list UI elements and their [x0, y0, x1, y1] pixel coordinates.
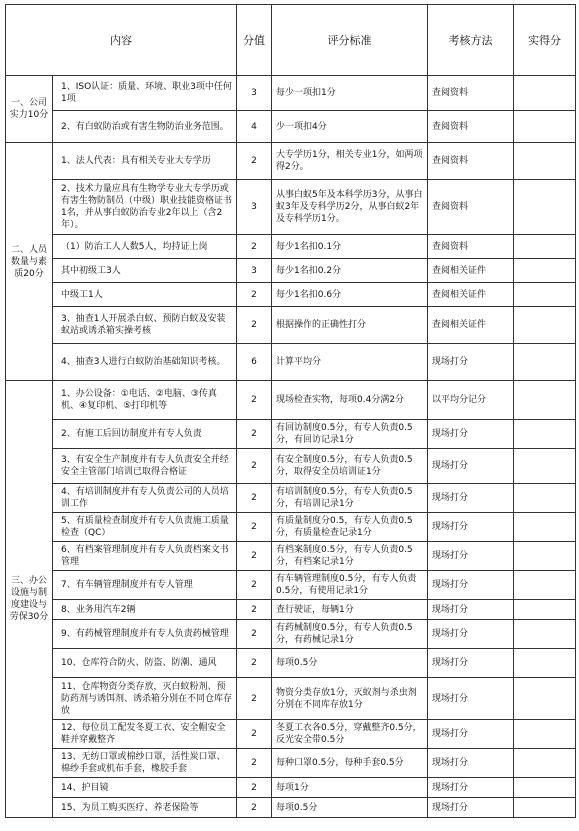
item-content: （1）防治工人人数5人，均持证上岗	[53, 235, 237, 259]
item-score: 2	[237, 649, 272, 678]
item-actual[interactable]	[514, 259, 576, 283]
header-content: 内容	[6, 5, 237, 76]
item-actual[interactable]	[514, 620, 576, 649]
item-standard: 冬夏工衣各0.5分，穿戴整齐0.5分，反光安全带0.5分	[272, 720, 428, 749]
item-actual[interactable]	[514, 571, 576, 600]
item-standard: 少一项扣4分	[272, 111, 428, 143]
header-standard: 评分标准	[272, 5, 428, 76]
item-score: 2	[237, 749, 272, 778]
item-actual[interactable]	[514, 798, 576, 818]
item-method: 现场打分	[428, 344, 514, 381]
table-row	[6, 283, 576, 307]
item-actual[interactable]	[514, 180, 576, 235]
item-method: 查阅资料	[428, 180, 514, 235]
item-score: 2	[237, 620, 272, 649]
item-score: 2	[237, 513, 272, 542]
item-standard: 每项1分	[272, 778, 428, 798]
item-method: 现场打分	[428, 600, 514, 620]
table-row	[6, 542, 576, 571]
item-method: 查阅资料	[428, 111, 514, 143]
item-content: 7、有车辆管理制度并有专人管理	[53, 571, 237, 600]
item-score: 3	[237, 76, 272, 111]
item-standard: 每项0.5分	[272, 798, 428, 818]
section-category: 一、公司实力10分	[6, 76, 53, 143]
item-method: 现场打分	[428, 513, 514, 542]
item-content: 4、抽查3人进行白蚁防治基础知识考核。	[53, 344, 237, 381]
item-score: 2	[237, 235, 272, 259]
item-score: 2	[237, 449, 272, 484]
table-row	[6, 111, 576, 143]
item-method: 现场打分	[428, 420, 514, 449]
item-score: 2	[237, 420, 272, 449]
item-actual[interactable]	[514, 678, 576, 720]
item-standard: 每项0.5分	[272, 649, 428, 678]
item-score: 2	[237, 678, 272, 720]
item-score: 2	[237, 143, 272, 180]
assessment-table	[5, 4, 576, 818]
item-method: 现场打分	[428, 720, 514, 749]
item-content: 6、有档案管理制度并有专人负责档案文书管理	[53, 542, 237, 571]
item-actual[interactable]	[514, 420, 576, 449]
item-content: 8、业务用汽车2辆	[53, 600, 237, 620]
item-standard: 有培训制度0.5分，有专人负责0.5分，有培训记录1分	[272, 484, 428, 513]
item-score: 3	[237, 259, 272, 283]
item-content: 4、有培训制度并有专人负责公司的人员培训工作	[53, 484, 237, 513]
item-standard: 有安全制度0.5分，有专人负责0.5分，取得安全员培训证1分	[272, 449, 428, 484]
item-content: 12、每位员工配发冬夏工衣、安全帽安全鞋并穿戴整齐	[53, 720, 237, 749]
item-content: 1、办公设备：①电话、②电脑、③传真机、④复印机、⑤打印机等	[53, 381, 237, 420]
item-content: 14、护目镜	[53, 778, 237, 798]
table-row	[6, 649, 576, 678]
item-actual[interactable]	[514, 111, 576, 143]
item-score: 2	[237, 484, 272, 513]
item-actual[interactable]	[514, 778, 576, 798]
item-standard: 现场检查实物，每项0.4分满2分	[272, 381, 428, 420]
table-row	[6, 381, 576, 420]
item-content: 13、无纺口罩或棉纱口罩，活性炭口罩、棉纱手套或机布手套，橡胶手套	[53, 749, 237, 778]
item-standard: 计算平均分	[272, 344, 428, 381]
item-method: 查阅资料	[428, 143, 514, 180]
item-actual[interactable]	[514, 513, 576, 542]
item-method: 现场打分	[428, 449, 514, 484]
item-standard: 物资分类存放1分，灭蚁剂与杀虫剂分别在不同库存放1分	[272, 678, 428, 720]
table-row	[6, 259, 576, 283]
item-content: 10、仓库符合防火、防盗、防潮、通风	[53, 649, 237, 678]
item-method: 现场打分	[428, 778, 514, 798]
item-content: 2、技术力量应具有生物学专业大专学历或有害生物防制员（中级）职业技能资格证书1名，并从事白蚁防治专业2年以上（含2年）。	[53, 180, 237, 235]
item-content: 中级工1人	[53, 283, 237, 307]
table-row	[6, 778, 576, 798]
item-method: 查阅相关证件	[428, 307, 514, 344]
item-method: 查阅相关证件	[428, 259, 514, 283]
item-standard: 每种口罩0.5分，每种手套0.5分	[272, 749, 428, 778]
header-score: 分值	[237, 5, 272, 76]
item-content: 3、有安全生产制度并有专人负责安全并经安全主管部门培训已取得合格证	[53, 449, 237, 484]
item-score: 2	[237, 798, 272, 818]
table-row	[6, 235, 576, 259]
table-row	[6, 571, 576, 600]
item-method: 现场打分	[428, 484, 514, 513]
item-score: 2	[237, 283, 272, 307]
table-row	[6, 180, 576, 235]
item-actual[interactable]	[514, 344, 576, 381]
section-category: 三、办公设施与制度建设与劳保30分	[6, 381, 53, 818]
item-method: 现场打分	[428, 542, 514, 571]
item-score: 2	[237, 720, 272, 749]
item-standard: 有车辆管理制度0.5分，有专人负责0.5分，有使用记录1分	[272, 571, 428, 600]
item-actual[interactable]	[514, 600, 576, 620]
item-standard: 大专学历1分，相关专业1分，如两项得2分。	[272, 143, 428, 180]
item-standard: 有档案制度0.5分，有专人负责0.5分，有档案记录1分	[272, 542, 428, 571]
item-standard: 查行驶证，每辆1分	[272, 600, 428, 620]
table-row	[6, 678, 576, 720]
table-row	[6, 720, 576, 749]
item-method: 现场打分	[428, 649, 514, 678]
table-row	[6, 420, 576, 449]
item-content: 2、有白蚁防治或有害生物防治业务范围。	[53, 111, 237, 143]
item-actual[interactable]	[514, 749, 576, 778]
item-score: 6	[237, 344, 272, 381]
item-score: 2	[237, 778, 272, 798]
item-content: 15、为员工购买医疗、养老保险等	[53, 798, 237, 818]
table-row	[6, 513, 576, 542]
item-standard: 根据操作的正确性打分	[272, 307, 428, 344]
item-content: 5、有质量检查制度并有专人负责施工质量检查（QC）	[53, 513, 237, 542]
table-row	[6, 449, 576, 484]
item-score: 2	[237, 600, 272, 620]
item-actual[interactable]	[514, 76, 576, 111]
item-score: 3	[237, 180, 272, 235]
table-row	[6, 484, 576, 513]
item-method: 查阅资料	[428, 235, 514, 259]
item-standard: 每少1名扣0.1分	[272, 235, 428, 259]
item-score: 4	[237, 111, 272, 143]
item-content: 2、有施工后回访制度并有专人负责	[53, 420, 237, 449]
header-actual: 实得分	[514, 5, 576, 76]
item-content: 3、抽查1人开展杀白蚁、预防白蚁及安装蚁站或诱杀箱实操考核	[53, 307, 237, 344]
item-method: 查阅相关证件	[428, 283, 514, 307]
item-actual[interactable]	[514, 381, 576, 420]
table-row	[6, 76, 576, 111]
table-row	[6, 798, 576, 818]
item-standard: 有质量制度分0.5，有专人负责0.5分，有质量检查记录1分	[272, 513, 428, 542]
item-actual[interactable]	[514, 283, 576, 307]
item-actual[interactable]	[514, 235, 576, 259]
item-standard: 每少一项扣1分	[272, 76, 428, 111]
table-row	[6, 600, 576, 620]
item-content: 9、有药械管理制度并有专人负责药械管理	[53, 620, 237, 649]
table-row	[6, 143, 576, 180]
item-actual[interactable]	[514, 484, 576, 513]
table-row	[6, 307, 576, 344]
item-content: 11、仓库物资分类存放，灭白蚁粉剂、预防药剂与诱饵剂、诱杀箱分别在不同仓库存放	[53, 678, 237, 720]
item-method: 现场打分	[428, 678, 514, 720]
item-method: 查阅资料	[428, 76, 514, 111]
item-actual[interactable]	[514, 307, 576, 344]
item-standard: 有药械制度0.5分，有专人负责0.5分，有药械记录1分	[272, 620, 428, 649]
header-method: 考核方法	[428, 5, 514, 76]
table-row	[6, 620, 576, 649]
item-actual[interactable]	[514, 143, 576, 180]
item-method: 现场打分	[428, 798, 514, 818]
item-actual[interactable]	[514, 720, 576, 749]
table-row	[6, 344, 576, 381]
item-method: 以平均分记分	[428, 381, 514, 420]
item-standard: 每少1名扣0.2分	[272, 259, 428, 283]
item-score: 2	[237, 381, 272, 420]
item-method: 现场打分	[428, 620, 514, 649]
item-standard: 有回访制度0.5分，有专人负责0.5分，有回访记录1分	[272, 420, 428, 449]
item-content: 其中初级工3人	[53, 259, 237, 283]
item-standard: 从事白蚁5年及本科学历3分，从事白蚁3年及专科学历2分，从事白蚁2年及专科学历1分。	[272, 180, 428, 235]
table-row	[6, 749, 576, 778]
item-actual[interactable]	[514, 542, 576, 571]
item-method: 现场打分	[428, 749, 514, 778]
item-score: 2	[237, 571, 272, 600]
item-standard: 每少1名扣0.6分	[272, 283, 428, 307]
item-actual[interactable]	[514, 649, 576, 678]
item-content: 1、法人代表：具有相关专业大专学历	[53, 143, 237, 180]
item-score: 2	[237, 307, 272, 344]
item-method: 现场打分	[428, 571, 514, 600]
item-actual[interactable]	[514, 449, 576, 484]
item-score: 2	[237, 542, 272, 571]
section-category: 二、人员数量与素质20分	[6, 143, 53, 381]
item-content: 1、ISO认证：质量、环境、职业3项中任何1项	[53, 76, 237, 111]
